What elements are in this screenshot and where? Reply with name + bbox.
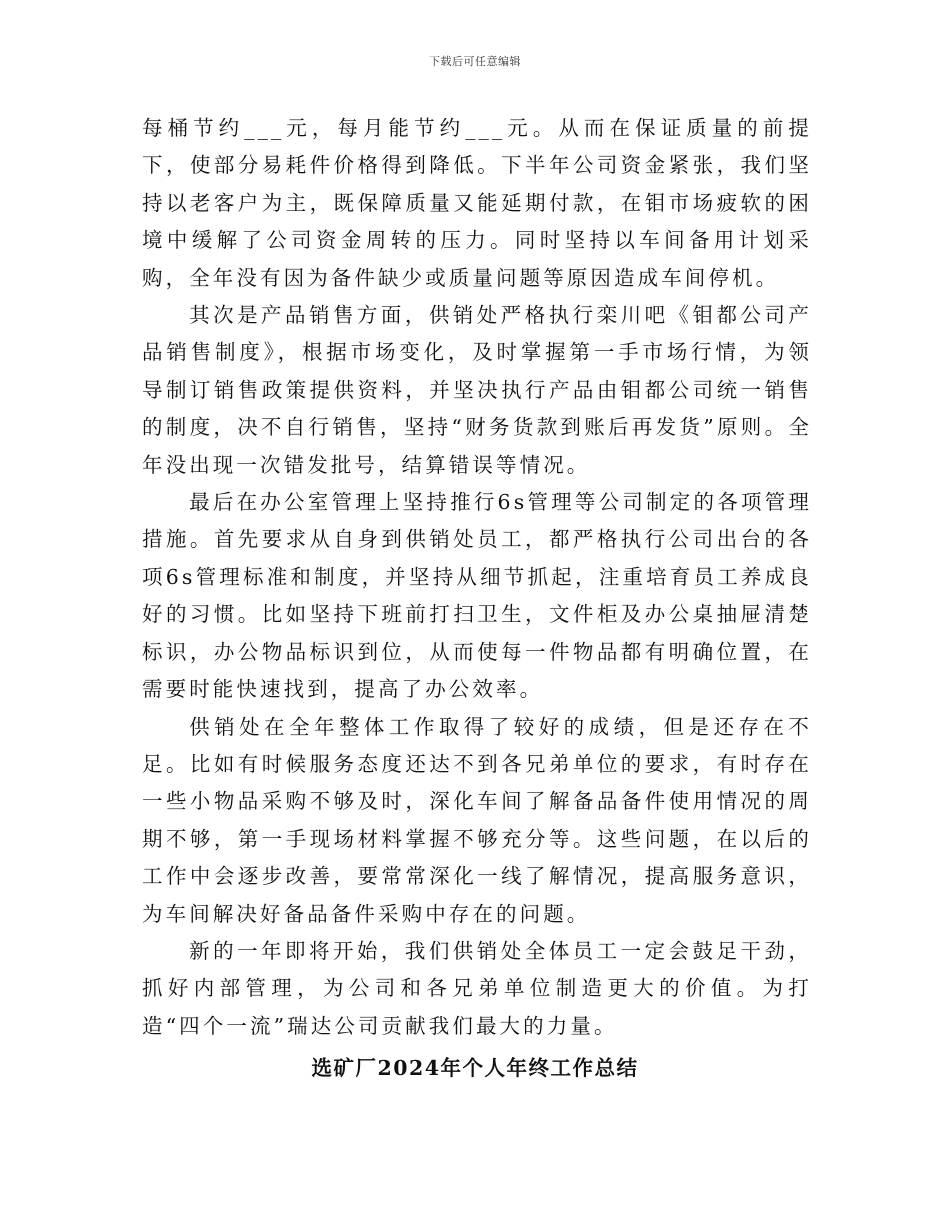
paragraph-4: 供销处在全年整体工作取得了较好的成绩，但是还存在不足。比如有时候服务态度还达不到各兄弟单位的要求，有时存在一些小物品采购不够及时，深化车间了解备品备件使用情况的周期不够，第一手现场材料掌握不够充分等。这些问题，在以后的工作中会逐步改善，要常常深化一线了解情况，提高服务意识，为车间解决好备品备件采购中存在的问题。 [142,714,812,926]
page-header: 下载后可任意编辑 [429,55,521,68]
paragraph-5: 新的一年即将开始，我们供销处全体员工一定会鼓足干劲，抓好内部管理，为公司和各兄弟单位制造更大的价值。为打造“四个一流”瑞达公司贡献我们最大的力量。 [142,938,812,1038]
paragraph-1: 每桶节约___元，每月能节约___元。从而在保证质量的前提下，使部分易耗件价格得到降低。下半年公司资金紧张，我们坚持以老客户为主，既保障质量又能延期付款，在钼市场疲软的困境中缓解了公司资金周转的压力。同时坚持以车间备用计划采购，全年没有因为备件缺少或质量问题等原因造成车间停机。 [142,116,812,290]
paragraph-2: 其次是产品销售方面，供销处严格执行栾川吧《钼都公司产品销售制度》，根据市场变化，及时掌握第一手市场行情，为领导制订销售政策提供资料，并坚决执行产品由钼都公司统一销售的制度，决不自行销售，坚持“财务货款到账后再发货”原则。全年没出现一次错发批号，结算错误等情况。 [142,303,812,477]
document-body [142,110,812,1045]
section-title: 选矿厂2024年个人年终工作总结 [311,1056,639,1080]
paragraph-3: 最后在办公室管理上坚持推行6s管理等公司制定的各项管理措施。首先要求从自身到供销处员工，都严格执行公司出台的各项6s管理标准和制度，并坚持从细节抓起，注重培育员工养成良好的习惯。比如坚持下班前打扫卫生，文件柜及办公桌抽屉清楚标识，办公物品标识到位，从而使每一件物品都有明确位置，在需要时能快速找到，提高了办公效率。 [142,490,812,702]
